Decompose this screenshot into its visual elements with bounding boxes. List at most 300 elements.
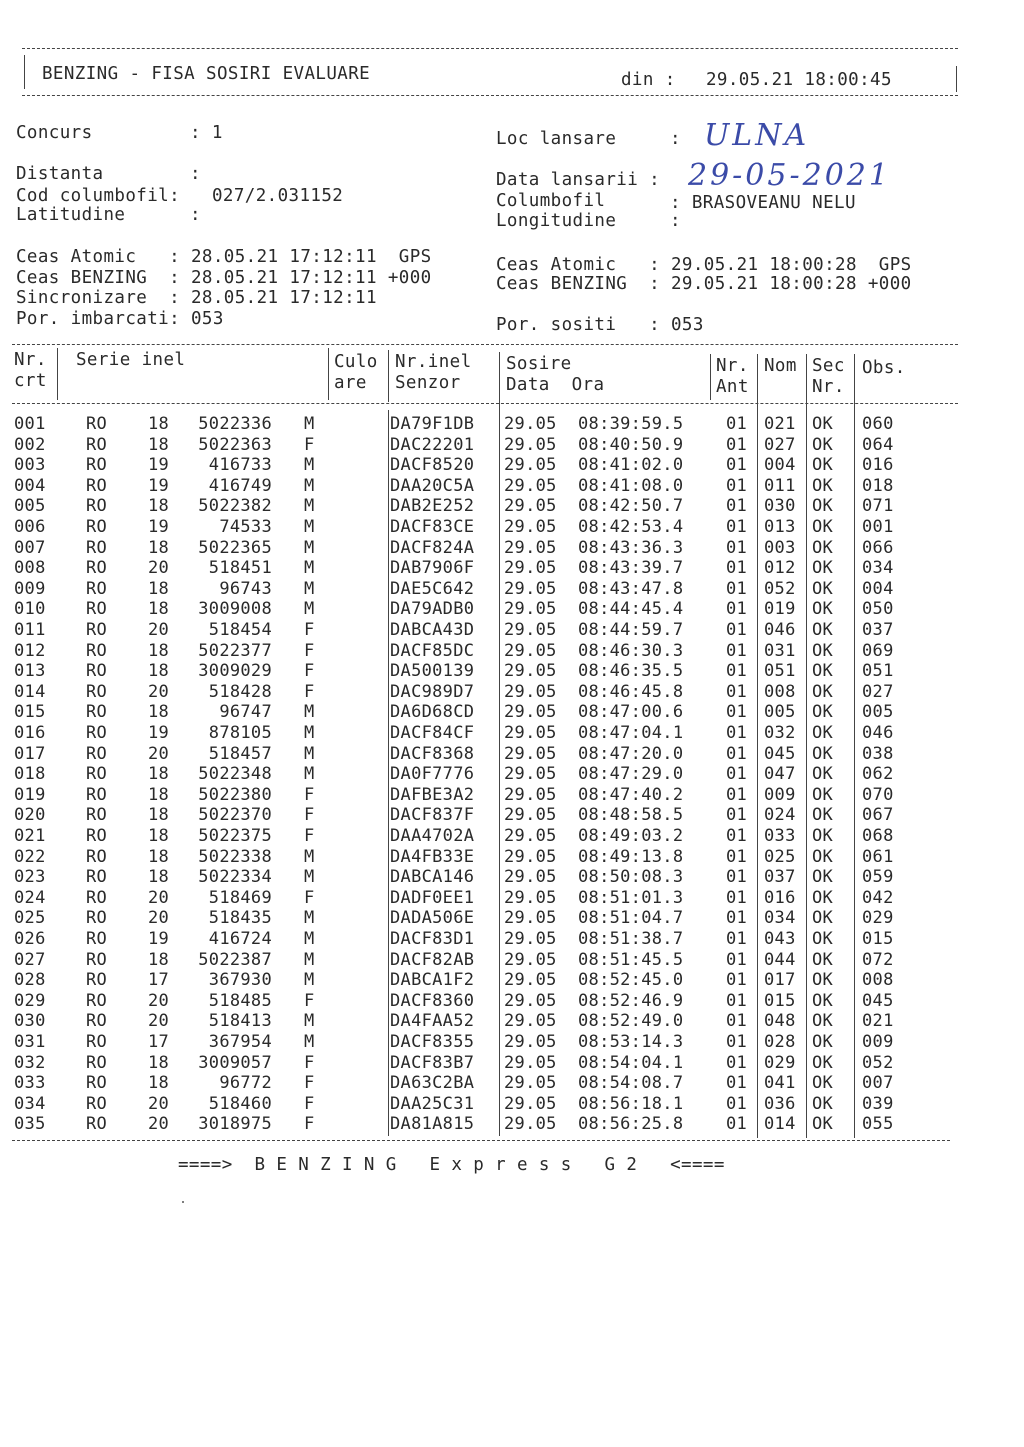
cell-sex: F: [304, 826, 315, 846]
cell-ant: 01: [726, 990, 748, 1011]
cell-tara: RO: [86, 475, 108, 496]
cell-senzor: DACF8368: [390, 743, 475, 764]
cell-data: 29.05: [504, 929, 557, 949]
table-row: [0, 888, 1024, 909]
cell-senzor: DACF8360: [390, 990, 475, 1011]
cell-senzor: DADA506E: [390, 908, 475, 929]
cell-ant: 01: [726, 867, 748, 888]
cell-nom: 034: [764, 908, 796, 929]
cell-obs: 008: [862, 970, 894, 991]
cell-nr: 016: [14, 723, 46, 743]
cell-an: 20: [148, 558, 170, 579]
col-header-sec-1: Sec: [812, 356, 845, 376]
cell-sec: OK: [812, 517, 834, 537]
cell-obs: 018: [862, 475, 894, 496]
cell-nom: 004: [764, 455, 796, 476]
col-header-culoare-2: are: [334, 373, 367, 393]
cell-tara: RO: [86, 434, 108, 455]
cell-sex: F: [304, 681, 315, 702]
cell-ant: 01: [726, 681, 748, 702]
cell-senzor: DAC22201: [390, 434, 475, 455]
header-bottom-border: [22, 95, 958, 96]
table-row: [0, 538, 1024, 559]
cell-tara: RO: [86, 846, 108, 867]
cell-ora: 08:52:49.0: [578, 1011, 684, 1032]
cell-nr: 014: [14, 681, 46, 702]
cell-obs: 015: [862, 929, 894, 949]
cell-ora: 08:39:59.5: [578, 414, 684, 434]
cell-data: 29.05: [504, 455, 557, 476]
cell-sec: OK: [812, 434, 834, 455]
cell-senzor: DACF83B7: [390, 1052, 475, 1073]
cell-senzor: DACF83D1: [390, 929, 475, 949]
cell-senzor: DACF8355: [390, 1032, 475, 1052]
cell-nom: 008: [764, 681, 796, 702]
columbofil-value: : BRASOVEANU NELU: [670, 193, 856, 213]
cell-sex: M: [304, 867, 315, 888]
cell-inel: 5022377: [198, 640, 272, 661]
cell-nr: 011: [14, 620, 46, 640]
table-row: [0, 455, 1024, 476]
cell-an: 17: [148, 970, 170, 991]
cell-sex: M: [304, 723, 315, 743]
cell-inel: 5022365: [198, 537, 272, 558]
cell-tara: RO: [86, 929, 108, 949]
cell-data: 29.05: [504, 1011, 557, 1032]
cell-tara: RO: [86, 455, 108, 476]
cell-tara: RO: [86, 1093, 108, 1114]
cell-sex: M: [304, 702, 315, 723]
cell-ora: 08:49:13.8: [578, 846, 684, 867]
col-header-obs: Obs.: [862, 358, 906, 378]
cell-inel: 518469: [208, 887, 272, 908]
cell-sec: OK: [812, 1011, 834, 1032]
cell-an: 20: [148, 681, 170, 702]
cell-senzor: DADF0EE1: [390, 887, 475, 908]
cell-nr: 003: [14, 455, 46, 476]
cell-sec: OK: [812, 990, 834, 1011]
cell-nom: 032: [764, 723, 796, 743]
cell-ora: 08:43:47.8: [578, 578, 684, 599]
cell-nom: 014: [764, 1114, 796, 1135]
cell-data: 29.05: [504, 990, 557, 1011]
cell-sec: OK: [812, 723, 834, 743]
table-header-bottom-border: [12, 403, 958, 404]
cell-nr: 030: [14, 1011, 46, 1032]
cell-nom: 011: [764, 475, 796, 496]
cell-nom: 041: [764, 1073, 796, 1094]
cell-nr: 024: [14, 887, 46, 908]
table-row: [0, 599, 1024, 620]
cell-inel: 5022382: [198, 496, 272, 517]
cell-nr: 013: [14, 661, 46, 682]
cell-data: 29.05: [504, 599, 557, 620]
cell-senzor: DAC989D7: [390, 681, 475, 702]
porumbei-imbarcati: Por. imbarcati: 053: [16, 309, 224, 329]
loc-lansare-label: Loc lansare: [496, 129, 617, 149]
table-row: [0, 723, 1024, 744]
cell-nom: 017: [764, 970, 796, 991]
cell-ora: 08:50:08.3: [578, 867, 684, 888]
cell-data: 29.05: [504, 661, 557, 682]
cell-sec: OK: [812, 929, 834, 949]
cell-data: 29.05: [504, 949, 557, 970]
cell-obs: 062: [862, 764, 894, 785]
table-row: [0, 744, 1024, 765]
cell-nom: 025: [764, 846, 796, 867]
cell-nr: 034: [14, 1093, 46, 1114]
cell-senzor: DAA25C31: [390, 1093, 475, 1114]
cell-sex: F: [304, 640, 315, 661]
cell-ora: 08:46:30.3: [578, 640, 684, 661]
cell-nom: 044: [764, 949, 796, 970]
cell-an: 20: [148, 620, 170, 640]
cell-obs: 045: [862, 990, 894, 1011]
col-header-nr-ant-1: Nr.: [716, 356, 749, 376]
loc-lansare-colon: :: [670, 129, 681, 149]
cell-nom: 045: [764, 743, 796, 764]
cell-ant: 01: [726, 414, 748, 434]
cell-sec: OK: [812, 1032, 834, 1052]
porumbei-sositi: Por. sositi : 053: [496, 315, 704, 335]
distanta-value: :: [190, 164, 201, 184]
table-row: [0, 1053, 1024, 1074]
cell-ora: 08:56:18.1: [578, 1093, 684, 1114]
cell-ora: 08:47:29.0: [578, 764, 684, 785]
table-row: [0, 517, 1024, 538]
cell-nr: 025: [14, 908, 46, 929]
cell-an: 18: [148, 764, 170, 785]
cell-tara: RO: [86, 887, 108, 908]
cell-inel: 416749: [208, 475, 272, 496]
cell-nr: 010: [14, 599, 46, 620]
cell-ora: 08:47:00.6: [578, 702, 684, 723]
col-header-nr-inel-2: Senzor: [395, 373, 461, 393]
cell-sec: OK: [812, 743, 834, 764]
cell-ant: 01: [726, 908, 748, 929]
cell-obs: 055: [862, 1114, 894, 1135]
cell-data: 29.05: [504, 826, 557, 846]
cell-sex: F: [304, 1052, 315, 1073]
cell-nr: 017: [14, 743, 46, 764]
cell-senzor: DACF84CF: [390, 723, 475, 743]
cell-inel: 5022387: [198, 949, 272, 970]
cell-nom: 047: [764, 764, 796, 785]
cell-ant: 01: [726, 1073, 748, 1094]
cell-an: 18: [148, 537, 170, 558]
cell-obs: 061: [862, 846, 894, 867]
cell-ora: 08:43:39.7: [578, 558, 684, 579]
cell-obs: 039: [862, 1093, 894, 1114]
cell-nr: 032: [14, 1052, 46, 1073]
cell-ant: 01: [726, 620, 748, 640]
cell-sec: OK: [812, 455, 834, 476]
cell-tara: RO: [86, 414, 108, 434]
cell-sex: F: [304, 1073, 315, 1094]
table-row: [0, 1032, 1024, 1053]
cell-tara: RO: [86, 743, 108, 764]
cell-inel: 5022336: [198, 414, 272, 434]
cell-obs: 072: [862, 949, 894, 970]
cell-ant: 01: [726, 784, 748, 805]
cell-sex: M: [304, 578, 315, 599]
cell-obs: 051: [862, 661, 894, 682]
concurs-value: : 1: [190, 123, 223, 143]
cell-inel: 5022380: [198, 784, 272, 805]
cell-nr: 033: [14, 1073, 46, 1094]
cell-ant: 01: [726, 517, 748, 537]
cell-nom: 031: [764, 640, 796, 661]
table-row: [0, 414, 1024, 435]
cell-ora: 08:56:25.8: [578, 1114, 684, 1135]
cell-data: 29.05: [504, 1032, 557, 1052]
cell-inel: 3009057: [198, 1052, 272, 1073]
cell-ant: 01: [726, 599, 748, 620]
cell-tara: RO: [86, 517, 108, 537]
cell-ant: 01: [726, 764, 748, 785]
cell-nr: 035: [14, 1114, 46, 1135]
cell-sex: M: [304, 1011, 315, 1032]
cell-obs: 071: [862, 496, 894, 517]
cell-senzor: DA6D68CD: [390, 702, 475, 723]
cell-sex: F: [304, 1114, 315, 1135]
cell-nom: 015: [764, 990, 796, 1011]
cell-ora: 08:46:45.8: [578, 681, 684, 702]
cell-obs: 066: [862, 537, 894, 558]
cell-inel: 416724: [208, 929, 272, 949]
cell-data: 29.05: [504, 867, 557, 888]
cell-sex: M: [304, 949, 315, 970]
cell-nr: 012: [14, 640, 46, 661]
sincronizare: Sincronizare : 28.05.21 17:12:11: [16, 288, 377, 308]
table-row: [0, 764, 1024, 785]
cell-tara: RO: [86, 661, 108, 682]
cell-ora: 08:44:45.4: [578, 599, 684, 620]
cell-sex: M: [304, 1032, 315, 1052]
cell-nom: 013: [764, 517, 796, 537]
cell-inel: 3009029: [198, 661, 272, 682]
loc-lansare-handwritten: ULNA: [704, 118, 810, 153]
ceas-atomic-stop: Ceas Atomic : 29.05.21 18:00:28 GPS: [496, 255, 912, 275]
cell-nom: 016: [764, 887, 796, 908]
cell-inel: 878105: [208, 723, 272, 743]
cell-data: 29.05: [504, 475, 557, 496]
table-row: [0, 847, 1024, 868]
table-row: [0, 970, 1024, 991]
cell-ant: 01: [726, 846, 748, 867]
cell-sec: OK: [812, 414, 834, 434]
cell-nom: 048: [764, 1011, 796, 1032]
cell-ant: 01: [726, 887, 748, 908]
cell-nom: 043: [764, 929, 796, 949]
cell-sec: OK: [812, 578, 834, 599]
cell-senzor: DA63C2BA: [390, 1073, 475, 1094]
cell-inel: 518485: [208, 990, 272, 1011]
cell-inel: 416733: [208, 455, 272, 476]
table-row: [0, 991, 1024, 1012]
cell-nom: 003: [764, 537, 796, 558]
header-left-border: [24, 55, 25, 89]
cell-sex: M: [304, 537, 315, 558]
cell-an: 20: [148, 887, 170, 908]
col-header-nr-ant-2: Ant: [716, 377, 749, 397]
cell-inel: 96772: [219, 1073, 272, 1094]
cell-data: 29.05: [504, 434, 557, 455]
cell-sec: OK: [812, 558, 834, 579]
cell-ant: 01: [726, 475, 748, 496]
cell-senzor: DAA4702A: [390, 826, 475, 846]
cell-inel: 5022363: [198, 434, 272, 455]
table-row: [0, 620, 1024, 641]
cell-ant: 01: [726, 558, 748, 579]
cell-an: 18: [148, 1073, 170, 1094]
col-header-nr-crt-2: crt: [14, 371, 47, 391]
cell-data: 29.05: [504, 537, 557, 558]
table-row: [0, 435, 1024, 456]
cell-an: 18: [148, 826, 170, 846]
cell-an: 18: [148, 496, 170, 517]
cell-inel: 5022348: [198, 764, 272, 785]
cell-data: 29.05: [504, 743, 557, 764]
cell-tara: RO: [86, 702, 108, 723]
sheet-title: BENZING - FISA SOSIRI EVALUARE: [42, 64, 371, 84]
cell-ora: 08:54:04.1: [578, 1052, 684, 1073]
cell-tara: RO: [86, 578, 108, 599]
cell-ora: 08:54:08.7: [578, 1073, 684, 1094]
cell-sex: M: [304, 929, 315, 949]
cell-ant: 01: [726, 578, 748, 599]
cell-obs: 050: [862, 599, 894, 620]
cell-nr: 008: [14, 558, 46, 579]
cell-ora: 08:51:01.3: [578, 887, 684, 908]
cell-inel: 5022334: [198, 867, 272, 888]
col-sep-nr: [57, 348, 58, 400]
cell-tara: RO: [86, 640, 108, 661]
columbofil-label: Columbofil: [496, 191, 606, 211]
cell-sex: M: [304, 558, 315, 579]
table-row: [0, 702, 1024, 723]
print-date-value: 29.05.21 18:00:45: [706, 70, 892, 90]
cell-obs: 060: [862, 414, 894, 434]
cell-sex: F: [304, 434, 315, 455]
cell-obs: 042: [862, 887, 894, 908]
cell-sec: OK: [812, 1052, 834, 1073]
cell-an: 20: [148, 1093, 170, 1114]
cell-ora: 08:53:14.3: [578, 1032, 684, 1052]
col-header-culoare-1: Culo: [334, 352, 378, 372]
cell-ora: 08:41:02.0: [578, 455, 684, 476]
cell-ora: 08:52:45.0: [578, 970, 684, 991]
print-date-label: din :: [621, 70, 676, 90]
cell-sec: OK: [812, 949, 834, 970]
cell-tara: RO: [86, 826, 108, 846]
cell-data: 29.05: [504, 805, 557, 826]
cell-an: 19: [148, 723, 170, 743]
cell-tara: RO: [86, 990, 108, 1011]
table-row: [0, 867, 1024, 888]
cell-nom: 005: [764, 702, 796, 723]
cell-nom: 030: [764, 496, 796, 517]
table-row: [0, 908, 1024, 929]
cell-obs: 021: [862, 1011, 894, 1032]
header-right-border: [956, 66, 957, 92]
cell-obs: 067: [862, 805, 894, 826]
table-row: [0, 1011, 1024, 1032]
cell-ant: 01: [726, 1032, 748, 1052]
cell-data: 29.05: [504, 578, 557, 599]
cell-ora: 08:47:40.2: [578, 784, 684, 805]
cell-inel: 518413: [208, 1011, 272, 1032]
cell-an: 18: [148, 846, 170, 867]
speck-dot: [182, 1201, 184, 1203]
cell-obs: 007: [862, 1073, 894, 1094]
data-lansarii-handwritten: 29-05-2021: [688, 158, 891, 193]
cell-obs: 070: [862, 784, 894, 805]
cell-data: 29.05: [504, 1052, 557, 1073]
cod-columbofil-value: 027/2.031152: [212, 186, 344, 206]
cell-ant: 01: [726, 723, 748, 743]
cell-tara: RO: [86, 558, 108, 579]
cell-inel: 5022375: [198, 826, 272, 846]
cell-ora: 08:41:08.0: [578, 475, 684, 496]
cell-nr: 028: [14, 970, 46, 991]
table-row: [0, 476, 1024, 497]
cell-sec: OK: [812, 1114, 834, 1135]
cell-sex: F: [304, 887, 315, 908]
cell-ant: 01: [726, 1052, 748, 1073]
cell-an: 18: [148, 702, 170, 723]
col-header-sosire-2: Data Ora: [506, 375, 605, 395]
cell-ant: 01: [726, 455, 748, 476]
cell-senzor: DA500139: [390, 661, 475, 682]
table-row: [0, 929, 1024, 950]
cell-inel: 518428: [208, 681, 272, 702]
table-row: [0, 558, 1024, 579]
table-row: [0, 805, 1024, 826]
cell-inel: 96743: [219, 578, 272, 599]
cell-nom: 037: [764, 867, 796, 888]
cell-tara: RO: [86, 764, 108, 785]
cell-senzor: DACF82AB: [390, 949, 475, 970]
cell-nr: 018: [14, 764, 46, 785]
cell-ant: 01: [726, 949, 748, 970]
cell-ant: 01: [726, 743, 748, 764]
cell-an: 18: [148, 661, 170, 682]
cell-nom: 029: [764, 1052, 796, 1073]
cell-inel: 367954: [208, 1032, 272, 1052]
cell-senzor: DACF85DC: [390, 640, 475, 661]
cell-tara: RO: [86, 970, 108, 991]
cell-nr: 002: [14, 434, 46, 455]
cell-tara: RO: [86, 1073, 108, 1094]
cell-obs: 029: [862, 908, 894, 929]
cell-an: 18: [148, 414, 170, 434]
table-row: [0, 1114, 1024, 1135]
cell-nr: 029: [14, 990, 46, 1011]
cell-sec: OK: [812, 496, 834, 517]
cell-tara: RO: [86, 1114, 108, 1135]
cell-an: 19: [148, 455, 170, 476]
latitudine-value: :: [190, 205, 201, 225]
cell-ora: 08:43:36.3: [578, 537, 684, 558]
cell-tara: RO: [86, 496, 108, 517]
longitudine-value: :: [670, 211, 681, 231]
table-row: [0, 950, 1024, 971]
table-row: [0, 682, 1024, 703]
cell-sec: OK: [812, 1073, 834, 1094]
cell-an: 20: [148, 990, 170, 1011]
cell-nom: 052: [764, 578, 796, 599]
